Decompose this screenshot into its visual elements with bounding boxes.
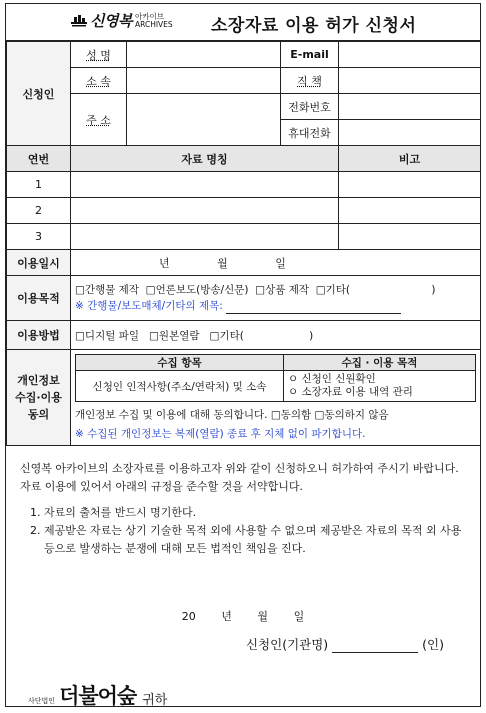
email-field[interactable] xyxy=(339,42,481,68)
material-name-field[interactable] xyxy=(71,224,339,250)
phone-field[interactable] xyxy=(339,94,481,120)
recipient-label: 귀하 xyxy=(142,693,168,708)
org-type: 사단법인 xyxy=(28,697,56,705)
org-name: 더불어숲 xyxy=(59,683,137,708)
table-row xyxy=(7,198,481,224)
affiliation-label: 소 속 xyxy=(71,68,127,94)
day-label: 일 xyxy=(275,256,286,270)
declaration xyxy=(6,446,480,558)
purpose-label: 이용목적 xyxy=(7,276,71,321)
method-other-close: ) xyxy=(309,329,314,342)
applicant-section-label: 신청인 xyxy=(7,42,71,146)
privacy-label: 개인정보 수집·이용 동의 xyxy=(7,350,71,446)
month-label: 월 xyxy=(217,256,228,270)
col-name-header: 자료 명칭 xyxy=(71,146,339,172)
purpose-title-note: ※ 간행물/보도매체/기타의 제목: xyxy=(75,300,223,312)
recipient-footer xyxy=(28,680,167,710)
email-label: E-mail xyxy=(281,42,339,68)
logo-name: 신영복 xyxy=(90,12,132,30)
mobile-label: 휴대전화 xyxy=(281,120,339,146)
material-note-field[interactable] xyxy=(339,172,481,198)
purpose-publication-checkbox[interactable]: □간행물 제작 xyxy=(75,284,139,296)
position-field[interactable] xyxy=(339,68,481,94)
rules-list xyxy=(20,504,466,558)
tree-icon xyxy=(70,12,88,30)
rule-item: 2. 제공받은 자료는 상기 기술한 목적 외에 사용할 수 없으며 제공받은 자료의 목적 외 사용 등으로 발생하는 분쟁에 대해 모든 법적인 책임을 진다. xyxy=(44,522,466,558)
purpose-product-checkbox[interactable]: □상품 제작 xyxy=(255,284,309,296)
address-field[interactable] xyxy=(127,94,281,146)
purpose-other-close: ) xyxy=(431,284,436,296)
privacy-items: 신청인 인적사항(주소/연락처) 및 소속 xyxy=(76,371,284,402)
form-header xyxy=(6,4,480,41)
purpose-title-field[interactable] xyxy=(226,303,401,314)
affiliation-field[interactable] xyxy=(127,68,281,94)
row-number: 2 xyxy=(7,198,71,224)
page-title: 소장자료 이용 허가 신청서 xyxy=(211,16,417,36)
material-note-field[interactable] xyxy=(339,224,481,250)
use-date-field[interactable] xyxy=(71,250,481,276)
privacy-purpose-2: ㅇ 소장자료 이용 내역 관리 xyxy=(288,386,413,398)
applicant-org-field[interactable] xyxy=(332,640,418,653)
purpose-press-checkbox[interactable]: □언론보도(방송/신문) xyxy=(145,284,249,296)
declaration-text: 신영복 아카이브의 소장자료를 이용하고자 위와 같이 신청하오니 허가하여 주시기 바랍니다. 자료 이용에 있어서 아래의 규정을 준수할 것을 서약합니다. xyxy=(20,462,459,493)
table-row xyxy=(7,224,481,250)
archive-logo xyxy=(70,10,173,31)
privacy-purpose-header: 수집 · 이용 목적 xyxy=(284,355,476,371)
table-row xyxy=(7,172,481,198)
logo-sub-kr: 아카이브 xyxy=(134,11,164,21)
position-label: 직 책 xyxy=(281,68,339,94)
method-original-checkbox[interactable]: □원본열람 xyxy=(149,329,200,342)
name-label: 성 명 xyxy=(71,42,127,68)
logo-sub-en: ARCHIVES xyxy=(134,19,173,29)
material-name-field[interactable] xyxy=(71,172,339,198)
material-note-field[interactable] xyxy=(339,198,481,224)
form-table xyxy=(6,41,481,446)
purpose-other-checkbox[interactable]: □기타( xyxy=(315,284,350,296)
privacy-items-header: 수집 항목 xyxy=(76,355,284,371)
privacy-agree-checkbox[interactable]: □동의함 xyxy=(270,409,312,421)
application-form xyxy=(5,3,481,707)
privacy-purpose-1: ㅇ 신청인 신원확인 xyxy=(288,373,376,385)
col-note-header: 비고 xyxy=(339,146,481,172)
year-label: 년 xyxy=(159,256,170,270)
seal-label: (인) xyxy=(422,637,444,652)
material-name-field[interactable] xyxy=(71,198,339,224)
mobile-field[interactable] xyxy=(339,120,481,146)
phone-label: 전화번호 xyxy=(281,94,339,120)
signature-line xyxy=(246,635,444,653)
method-other-checkbox[interactable]: □기타( xyxy=(209,329,244,342)
signature-date: 20 년 월 일 xyxy=(181,610,305,623)
rule-item: 1. 자료의 출처를 반드시 명기한다. xyxy=(44,504,466,522)
privacy-disagree-checkbox[interactable]: □동의하지 않음 xyxy=(314,409,389,421)
method-digital-checkbox[interactable]: □디지털 파일 xyxy=(75,329,139,342)
privacy-consent-text: 개인정보 수집 및 이용에 대해 동의합니다. xyxy=(75,409,268,421)
row-number: 1 xyxy=(7,172,71,198)
privacy-table xyxy=(75,354,476,402)
use-date-label: 이용일시 xyxy=(7,250,71,276)
applicant-org-label: 신청인(기관명) xyxy=(245,637,329,652)
row-number: 3 xyxy=(7,224,71,250)
address-label: 주 소 xyxy=(71,94,127,146)
name-field[interactable] xyxy=(127,42,281,68)
col-no-header: 연번 xyxy=(7,146,71,172)
privacy-note: ※ 수집된 개인정보는 복제(열람) 종료 후 지체 없이 파기합니다. xyxy=(75,428,366,440)
method-label: 이용방법 xyxy=(7,321,71,350)
